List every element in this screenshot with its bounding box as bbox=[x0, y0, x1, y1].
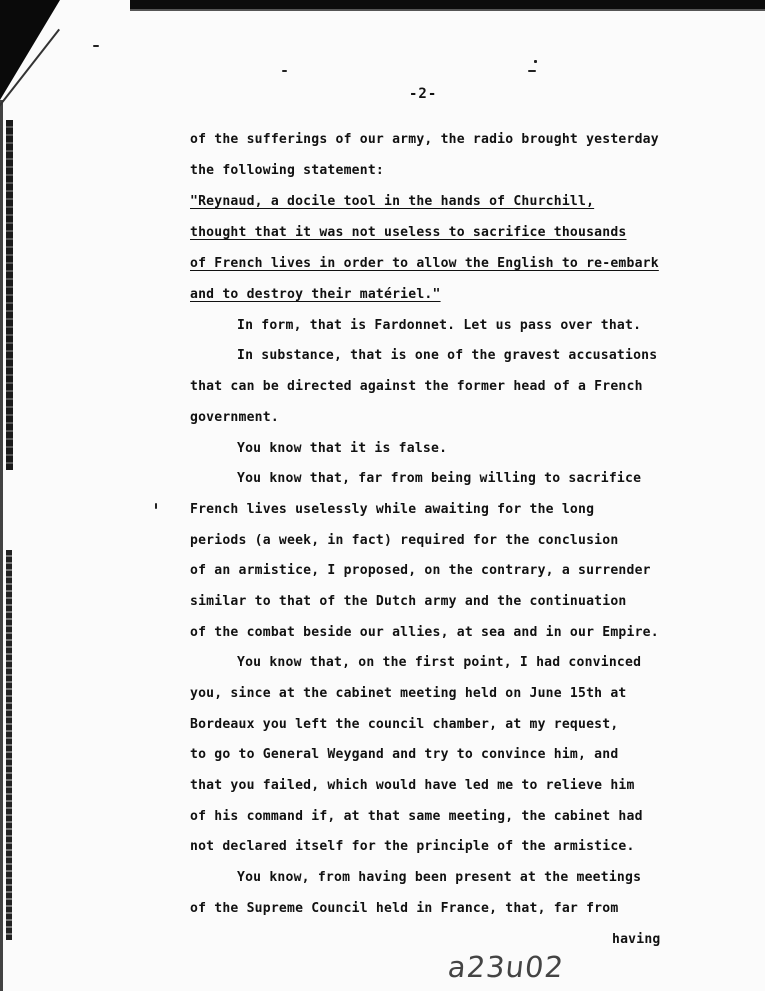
text-line: the following statement: bbox=[190, 163, 384, 178]
scan-top-edge bbox=[130, 0, 765, 14]
quote-line: of French lives in order to allow the English to re-embark bbox=[190, 256, 659, 271]
scan-speck bbox=[282, 70, 287, 72]
scan-speck bbox=[534, 60, 537, 63]
page-number: -2- bbox=[409, 86, 438, 102]
scan-speck bbox=[155, 503, 157, 509]
scan-speck bbox=[528, 70, 536, 72]
text-line: French lives uselessly while awaiting for the long bbox=[190, 502, 595, 517]
archive-number-handwritten: a23u02 bbox=[446, 950, 566, 984]
quote-line: "Reynaud, a docile tool in the hands of Churchill, bbox=[190, 194, 595, 209]
text-line: You know that it is false. bbox=[237, 441, 448, 456]
quote-line: and to destroy their matériel." bbox=[190, 287, 441, 302]
text-line: periods (a week, in fact) required for the conclusion bbox=[190, 533, 619, 548]
text-line: Bordeaux you left the council chamber, at my request, bbox=[190, 717, 619, 732]
text-line: that you failed, which would have led me to relieve him bbox=[190, 778, 635, 793]
text-line: you, since at the cabinet meeting held on June 15th at bbox=[190, 686, 627, 701]
text-line: to go to General Weygand and try to convince him, and bbox=[190, 747, 619, 762]
text-line: of his command if, at that same meeting, the cabinet had bbox=[190, 809, 643, 824]
text-line: similar to that of the Dutch army and the continuation bbox=[190, 594, 627, 609]
catchword: having bbox=[612, 932, 661, 947]
text-line: government. bbox=[190, 410, 279, 425]
scan-corner-shadow bbox=[0, 0, 60, 100]
text-line: of the combat beside our allies, at sea and in our Empire. bbox=[190, 625, 659, 640]
scan-speck bbox=[93, 45, 99, 47]
text-line: You know that, far from being willing to sacrifice bbox=[237, 471, 642, 486]
text-line: You know that, on the first point, I had convinced bbox=[237, 655, 642, 670]
text-line: of the sufferings of our army, the radio brought yesterday bbox=[190, 132, 659, 147]
text-line: not declared itself for the principle of the armistice. bbox=[190, 839, 635, 854]
text-line: that can be directed against the former head of a French bbox=[190, 379, 643, 394]
text-line: You know, from having been present at the meetings bbox=[237, 870, 642, 885]
quote-line: thought that it was not useless to sacrifice thousands bbox=[190, 225, 627, 240]
text-line: In substance, that is one of the gravest accusations bbox=[237, 348, 658, 363]
text-line: In form, that is Fardonnet. Let us pass over that. bbox=[237, 318, 642, 333]
text-line: of the Supreme Council held in France, that, far from bbox=[190, 901, 619, 916]
scan-left-binding-mark bbox=[6, 550, 12, 940]
text-line: of an armistice, I proposed, on the contrary, a surrender bbox=[190, 563, 651, 578]
scan-left-binding-mark bbox=[6, 120, 13, 470]
